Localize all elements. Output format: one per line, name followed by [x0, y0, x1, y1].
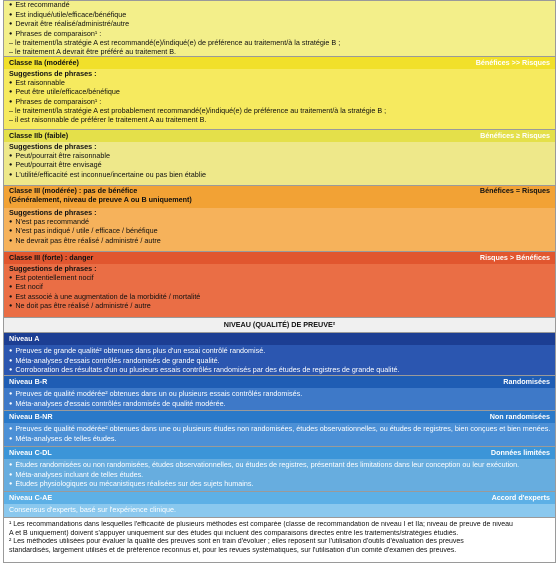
class-iib-ratio: Bénéfices ≥ Risques [480, 130, 550, 140]
class-iib-line: ● Peut/pourrait être raisonnable [9, 152, 550, 162]
class-iia-line: ● Phrases de comparaison¹ : [9, 98, 550, 108]
class-iii-moderate-title: Classe III (modérée) : pas de bénéfice [9, 186, 138, 195]
level-a-section [3, 333, 556, 376]
class-iii-strong-section [3, 252, 556, 318]
level-br-line: ● Preuves de qualité modérée² obtenues dans un ou plusieurs essais contrôlés randomisés. [9, 390, 550, 400]
class-iii-moderate-header [4, 186, 555, 208]
level-br-section [3, 376, 556, 411]
class-iii-moderate-line: ● N'est pas recommandé [9, 218, 550, 228]
level-cld-title: Niveau C-DL [9, 448, 52, 457]
level-cld-line: ● Études physiologiques ou mécanistiques réalisées sur des sujets humains. [9, 480, 550, 490]
level-a-line: ● Méta-analyses d'essais contrôlés randomisés de grande qualité. [9, 357, 550, 367]
suggestions-label: Suggestions de phrases : [9, 143, 97, 151]
class-iii-strong-line: ● Est nocif [9, 283, 550, 293]
level-cae-body: Consensus d'experts, basé sur l'expérience clinique. [9, 506, 176, 514]
level-bnr-type: Non randomisées [489, 412, 550, 421]
level-cae-type: Accord d'experts [491, 493, 550, 502]
level-bnr-line: ● Preuves de qualité modérée² obtenues dans une ou plusieurs études non randomisées, études observationnelles, ou études de registres, bien conçues et bien menées. [9, 425, 550, 435]
level-a-title: Niveau A [9, 334, 40, 343]
level-bnr-section [3, 411, 556, 447]
level-br-type: Randomisées [503, 377, 550, 386]
class-iia-title: Classe IIa (modérée) [9, 57, 79, 67]
class-iia-comparison: – il est raisonnable de préférer le traitement A au traitement B. [9, 115, 207, 124]
footnotes [3, 518, 556, 563]
class-iii-strong-header [4, 252, 555, 264]
level-bnr-title: Niveau B-NR [9, 412, 53, 421]
class-i-section [3, 0, 556, 57]
class-iia-line: ● Peut être utile/efficace/bénéfique [9, 88, 550, 98]
level-cld-section [3, 447, 556, 492]
class-iii-moderate-line: ● Ne devrait pas être réalisé / administré / autre [9, 237, 550, 247]
class-i-comparison: – le traitement A devrait être préféré au traitement B. [9, 47, 176, 56]
level-cld-line: ● Méta-analyses incluant de telles études. [9, 471, 550, 481]
suggestions-label: Suggestions de phrases : [9, 209, 97, 217]
level-bnr-line: ● Méta-analyses de telles études. [9, 435, 550, 445]
class-iii-strong-line: ● Est potentiellement nocif [9, 274, 550, 284]
recommendation-table [3, 0, 556, 563]
level-cae-header [4, 492, 555, 504]
class-iib-section [3, 130, 556, 186]
class-iii-moderate-ratio: Bénéfices = Risques [479, 186, 550, 195]
class-i-comparison: – le traitement/la stratégie A est recommandé(e)/indiqué(e) de préférence au traitement/à la stratégie B ; [9, 39, 341, 48]
suggestions-label: Suggestions de phrases : [9, 265, 97, 273]
level-a-header [4, 333, 555, 345]
class-iib-line: ● L'utilité/efficacité est inconnue/incertaine ou pas bien établie [9, 171, 550, 181]
class-iib-header [4, 130, 555, 142]
class-iia-line: ● Est raisonnable [9, 79, 550, 89]
level-bnr-header [4, 411, 555, 423]
class-iib-line: ● Peut/pourrait être envisagé [9, 161, 550, 171]
level-a-line: ● Corroboration des résultats d'un ou plusieurs essais contrôlés randomisés par des études de registres de grande qualité. [9, 366, 550, 376]
class-iii-moderate-subtitle: (Généralement, niveau de preuve A ou B uniquement) [9, 194, 192, 204]
level-cae-title: Niveau C-AE [9, 493, 53, 502]
class-i-line: ● Est indiqué/utile/efficace/bénéfique [9, 11, 550, 21]
class-iib-title: Classe IIb (faible) [9, 130, 69, 140]
class-i-line: ● Est recommandé [9, 1, 550, 11]
class-iia-section [3, 57, 556, 130]
footnote-1: ¹ Les recommandations dans lesquelles l'efficacité de plusieurs méthodes est comparée (classe de recommandation de niveau I et IIa; niveau de preuve de niveau [9, 521, 513, 528]
class-iia-header [4, 57, 555, 69]
class-iii-moderate-section [3, 186, 556, 252]
class-iii-strong-line: ● Ne doit pas être réalisé / administré / autre [9, 302, 550, 312]
level-br-line: ● Méta-analyses d'essais contrôlés randomisés de qualité modérée. [9, 400, 550, 410]
suggestions-label: Suggestions de phrases : [9, 70, 97, 78]
class-iii-strong-ratio: Risques > Bénéfices [479, 252, 550, 262]
class-iii-strong-line: ● Est associé à une augmentation de la morbidité / mortalité [9, 293, 550, 303]
class-iii-strong-title: Classe III (forte) : danger [9, 252, 94, 262]
level-br-header [4, 376, 555, 388]
level-br-title: Niveau B-R [9, 377, 48, 386]
footnote-1-cont: A et B uniquement) doivent s'appuyer uniquement sur des études qui incluent des comparaisons directes entre les traitements/stratégies étudiés. [9, 529, 459, 537]
evidence-level-header: NIVEAU (QUALITÉ) DE PREUVE² [3, 318, 556, 333]
footnote-2: ² Les méthodes utilisées pour évaluer la qualité des preuves sont en train d'évoluer ; elles reposent sur l'utilisation d'outils d'évaluation des preuves [9, 538, 464, 546]
footnote-2-cont: standardisés, largement utilisés et de préférence reconnus et, pour les revues systématiques, sur l'utilisation d'un comité d'examen des preuves. [9, 546, 457, 554]
level-cld-type: Données limitées [490, 448, 550, 457]
level-cae-section [3, 492, 556, 518]
class-i-line: ● Devrait être réalisé/administré/autre [9, 20, 550, 30]
level-cld-header [4, 447, 555, 459]
class-iia-comparison: – le traitement/la stratégie A est probablement recommandé(e)/indiqué(e) de préférence au traitement/à la stratégie B ; [9, 107, 387, 116]
level-a-line: ● Preuves de grande qualité² obtenues dans plus d'un essai contrôlé randomisé. [9, 347, 550, 357]
class-i-line: ● Phrases de comparaison¹ : [9, 30, 550, 40]
class-iia-ratio: Bénéfices >> Risques [475, 57, 550, 67]
level-cld-line: ● Études randomisées ou non randomisées, études observationnelles, ou études de registres, présentant des limitations dans leur conception ou leur exécution. [9, 461, 550, 471]
class-iii-moderate-line: ● N'est pas indiqué / utile / efficace / bénéfique [9, 227, 550, 237]
